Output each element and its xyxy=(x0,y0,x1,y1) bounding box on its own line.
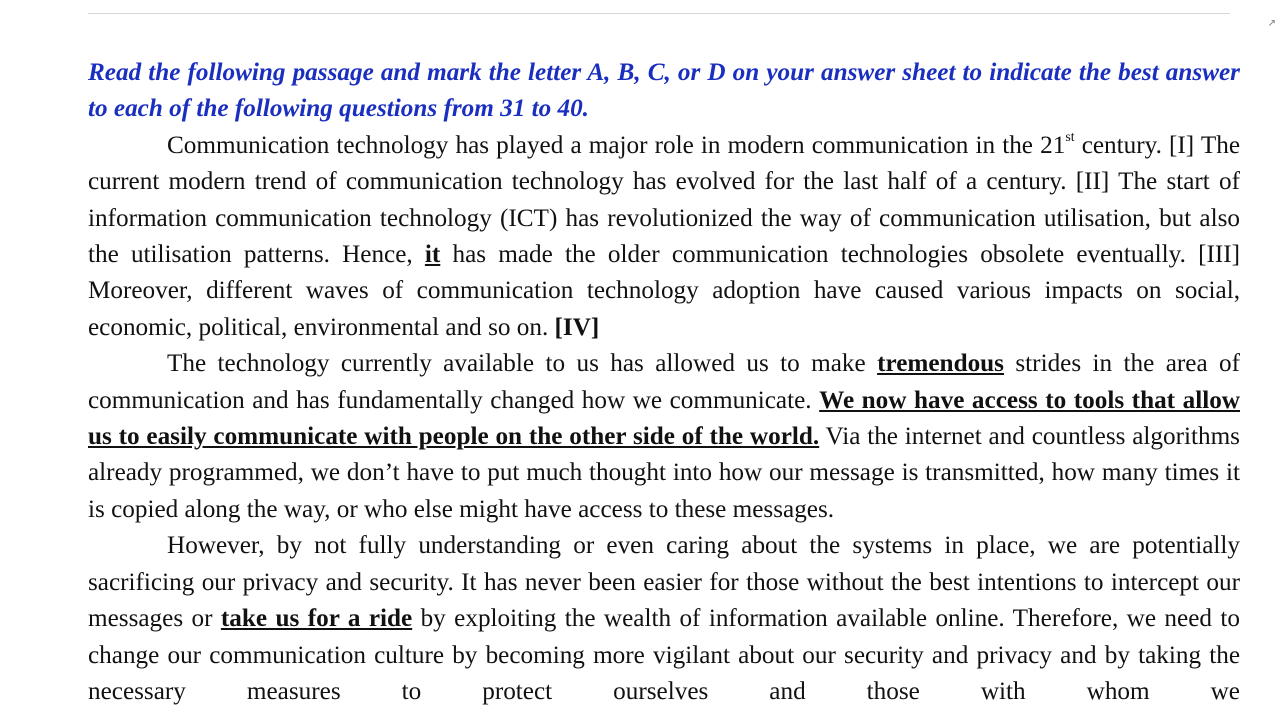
paragraph-1-text-b: century. [I] The current modern trend of communication technology has evolved for the last half of a century. [II] The start of information communication technology (ICT) has revolutionized the way of communication utilisation, but also the utilisation patterns. Hence, xyxy=(88,131,1240,269)
paragraph-2 xyxy=(88,346,1240,528)
header-divider xyxy=(88,13,1230,14)
paragraph-3 xyxy=(88,528,1240,710)
paragraph-2-text-a: The technology currently available to us has allowed us to make xyxy=(167,350,878,378)
highlighted-phrase-take-us-for-a-ride: take us for a ride xyxy=(220,605,413,633)
corner-arrow-icon: ↗ xyxy=(1267,18,1276,29)
highlighted-word-it: it xyxy=(424,241,441,269)
position-marker-iv: [IV] xyxy=(554,313,600,341)
instruction-text: Read the following passage and mark the letter A, B, C, or D on your answer sheet to indicate the best answer to each of the following questions from 31 to 40. xyxy=(88,59,1240,123)
paragraph-1 xyxy=(88,128,1240,346)
passage-container xyxy=(88,55,1240,710)
highlighted-word-tremendous: tremendous xyxy=(877,350,1004,378)
paragraph-3-text-b: by exploiting the wealth of information available online. Therefore, we need to change our communication culture by becoming more vigilant about our security and privacy and by taking the necessary measures to protect ourselves and those with whom we xyxy=(88,605,1240,705)
paragraph-1-text-c: has made the older communication technologies obsolete eventually. [III] Moreover, different waves of communication technology adoption have caused various impacts on social, economic, political, environmental and so on. xyxy=(88,241,1241,341)
highlighted-sentence: We now have access to tools that allow us to easily communicate with people on the other side of the world. xyxy=(88,386,1240,451)
ordinal-suffix: st xyxy=(1065,129,1075,145)
paragraph-3-text-a: However, by not fully understanding or even caring about the systems in place, we are potentially sacrificing our privacy and security. It has never been easier for those without the best intentions to intercept our messages or xyxy=(88,532,1240,633)
paragraph-2-text-c: Via the internet and countless algorithms already programmed, we don’t have to put much thought into how our message is transmitted, how many times it is copied along the way, or who else might have access to these messages. xyxy=(88,423,1240,523)
paragraph-1-text-a: Communication technology has played a major role in modern communication in the 21 xyxy=(167,131,1066,159)
paragraph-2-text-b: strides in the area of communication and has fundamentally changed how we communicate. xyxy=(88,350,1241,414)
